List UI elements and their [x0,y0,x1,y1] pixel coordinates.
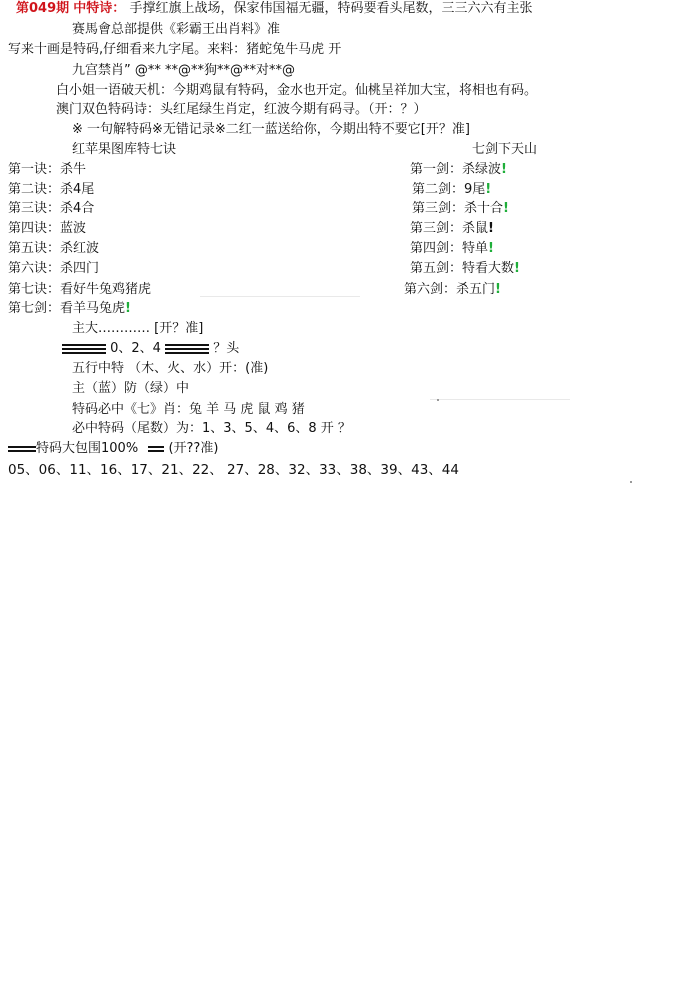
jue-item: 第五诀：杀红波 [8,241,100,256]
baowei-after: (开??准) [168,441,219,456]
digits: 0、2、4 [110,341,161,356]
baowei-line [8,440,218,458]
zero-two-four-line [62,340,239,358]
double-bar-icon [8,444,36,454]
poem-line [16,0,532,18]
bizhong-wei-line: 必中特码（尾数）为：1、3、5、4、6、8 开 ？ [72,421,351,436]
macau-poem-line: 澳门双色特码诗：头红尾绿生肖定，红波今期有码寻。（开：？） [56,102,427,117]
ten-strokes-line: 写来十画是特码,仔细看来九字尾。来料：猪蛇兔牛马虎 开 [8,42,342,57]
scan-dot [437,399,439,401]
poem-text: 手撑红旗上战场，保家伟国福无疆，特码要看头尾数，三三六六有主张 [129,1,533,16]
heading-left: 红苹果图库特七诀 [72,142,177,157]
jian-item: 第三剑：杀鼠! [410,221,494,236]
jue-item: 第四诀：蓝波 [8,221,87,236]
bizhong-xiao-line: 特码必中《七》肖：兔 羊 马 虎 鼠 鸡 猪 [72,402,305,417]
triple-bar-icon [165,342,209,356]
wuxing-line: 五行中特 （木、火、水）开：(准) [72,361,269,376]
jue-item: 第七剑：看羊马兔虎! [8,301,131,316]
double-bar-icon [148,444,164,454]
scan-dot [630,481,632,483]
scan-artifact [430,399,570,400]
scan-artifact [200,296,360,297]
question-head: ？头 [213,341,240,356]
jue-item: 第二诀：杀4尾 [8,182,95,197]
source-line: 赛馬會总部提供《彩霸王出肖料》准 [72,22,281,37]
poem-label: 中特诗： [73,1,126,16]
jian-item: 第二剑：9尾! [412,182,492,197]
jue-item: 第六诀：杀四门 [8,261,100,276]
jian-item: 第五剑：特看大数! [410,261,520,276]
heading-right: 七剑下天山 [472,142,538,157]
nine-palace-line: 九宫禁肖” @** **@**狗**@**对**@ [72,63,295,78]
jian-item: 第六剑：杀五门! [404,282,501,297]
jue-item: 第七诀：看好牛兔鸡猪虎 [8,282,152,297]
jian-item: 第三剑：杀十合! [412,201,509,216]
miss-bai-line: 白小姐一语破天机：今期鸡鼠有特码，金水也开定。仙桃呈祥加大宝，将相也有码。 [56,83,538,98]
jian-item: 第四剑：特单! [410,241,494,256]
number-list: 05、06、11、16、17、21、22、 27、28、32、33、38、39、43、44 [8,462,459,478]
one-sentence-line: ※ 一句解特码※无错记录※二红一蓝送给你，今期出特不要它[开？准] [72,122,470,137]
zhu-da-line: 主大………… [开？准] [72,321,204,336]
baowei-text: 特码大包围100% [36,441,139,456]
jue-item: 第一诀：杀牛 [8,162,87,177]
triple-bar-icon [62,342,106,356]
jue-item: 第三诀：杀4合 [8,201,95,216]
issue-number: 第049期 [16,1,70,16]
jian-item: 第一剑：杀绿波! [410,162,507,177]
zhu-lan-line: 主（蓝）防（绿）中 [72,381,190,396]
